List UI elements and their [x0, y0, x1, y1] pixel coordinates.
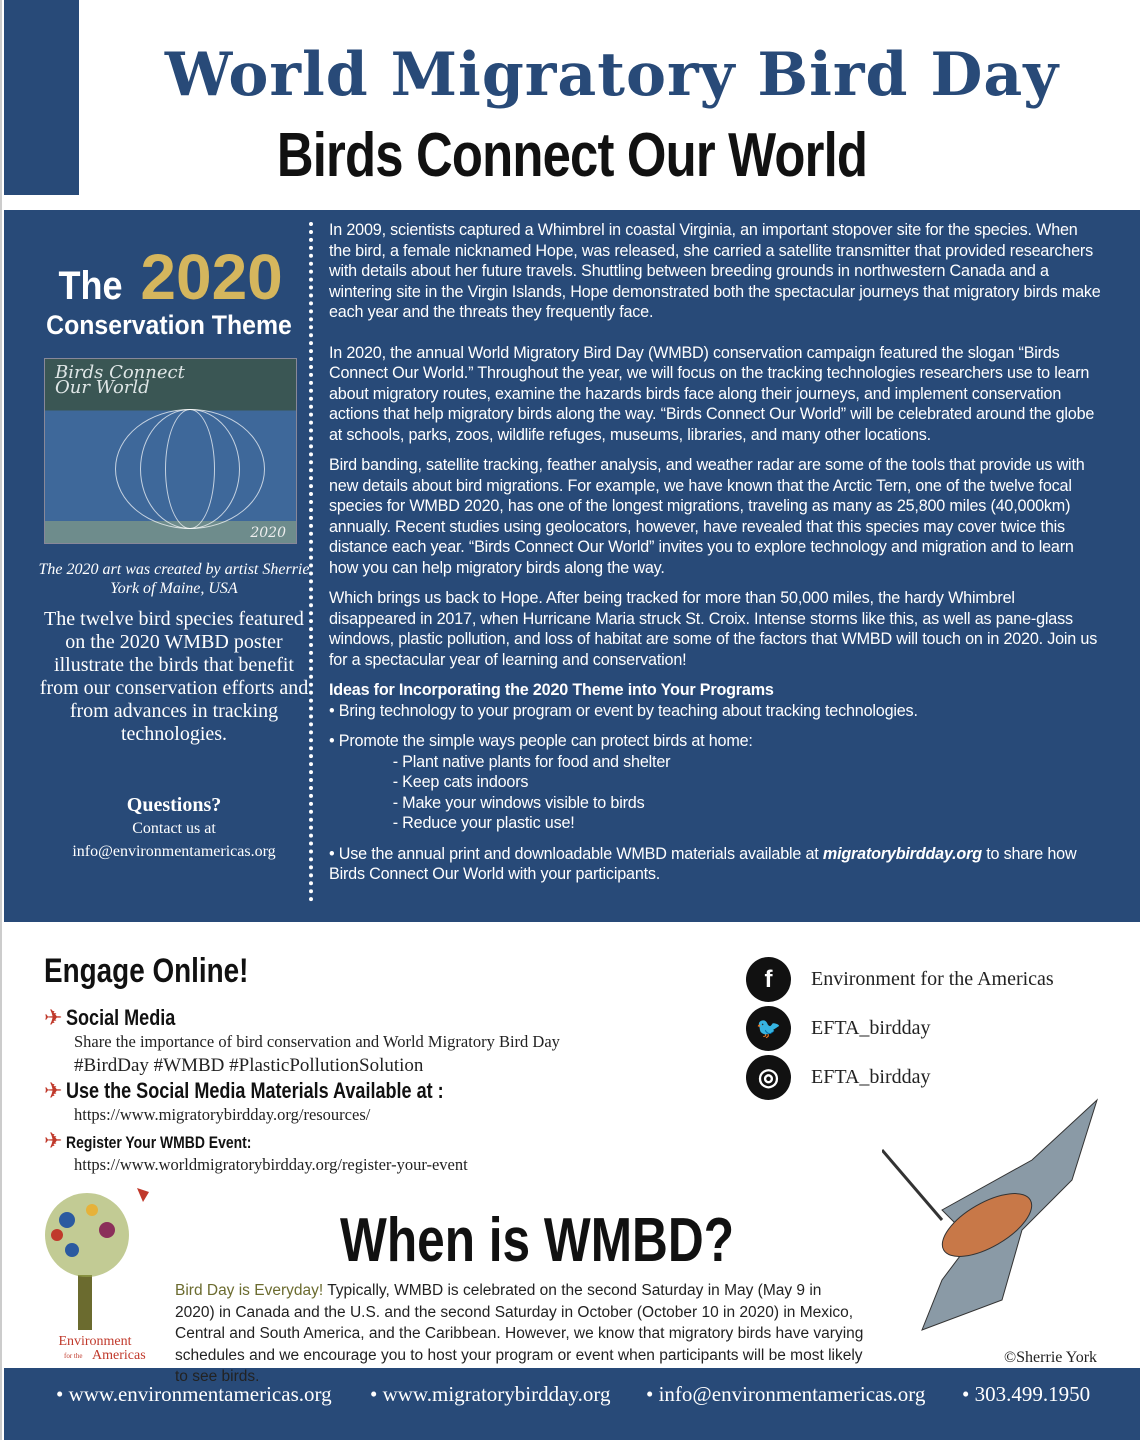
environment-americas-logo: [42, 1180, 162, 1365]
theme-heading: [24, 240, 314, 341]
questions-heading: Questions?: [126, 794, 222, 816]
copyright: ©Sherrie York: [1004, 1349, 1098, 1366]
sub-bullet: - Keep cats indoors: [392, 773, 529, 791]
theme-label: Conservation Theme: [46, 310, 292, 340]
register-item: ✈ Register Your WMBD Event: https://www.worldmigratorybirdday.org/register-your-event: [44, 1128, 468, 1174]
bullet: • Use the annual print and downloadable WMBD materials available at migratorybirdday.org to share how Birds Connect Our World with your participants.: [329, 844, 1077, 883]
footer-phone: • 303.499.1950: [962, 1382, 1091, 1406]
footer-wmbd-site[interactable]: • www.migratorybirdday.org: [370, 1382, 611, 1406]
whimbrel-illustration: [882, 1090, 1107, 1350]
paragraph: In 2020, the annual World Migratory Bird Day (WMBD) conservation campaign featured the slogan “Birds Connect Our World.” Throughout the year, we will focus on the tracking technologies researchers use to learn about migratory routes, examine the hazards birds face along their journeys, and implement conservation actions that help migratory birds along the way. “Birds Connect Our World” will be celebrated around the globe at schools, parks, zoos, wildlife refuges, museums, libraries, and many other locations.: [329, 343, 1095, 444]
paragraph: Bird banding, satellite tracking, feather analysis, and weather radar are some of the tools that provide us with new details about bird migrations. For example, we have known that the Arctic Tern, one of the twelve focal species for WMBD 2020, has one of the longest migrations, traveling as many as 25,800 miles (40,000km) annually. Recent studies using geolocators, however, have revealed that this species may cover twice this distance each year. “Birds Connect Our World” invites you to explore technology and migration and to learn how you can help migratory birds along the way.: [329, 456, 1085, 577]
header-accent-bar: [4, 0, 79, 195]
bird-icon: ✈: [44, 1128, 63, 1153]
species-note: The twelve bird species featured on the 2020 WMBD poster illustrate the birds that benefit from our conservation efforts and from advances in tracking technologies.: [39, 608, 309, 745]
questions-block: [34, 794, 314, 863]
poster-year: 2020: [250, 525, 286, 541]
paragraph: Which brings us back to Hope. After being tracked for more than 50,000 miles, the hardy Whimbrel disappeared in 2017, when Hurricane Maria struck St. Croix. Intense storms like this, as well as pane-glass windows, plastic pollution, and loss of habitat are some of the factors that WMBD will touch on in 2020. Join us for a spectacular year of learning and conservation!: [329, 589, 1098, 669]
materials-link[interactable]: https://www.migratorybirdday.org/resources/: [74, 1105, 371, 1124]
hashtags: #BirdDay #WMBD #PlasticPollutionSolution: [74, 1055, 424, 1076]
bullet: • Bring technology to your program or event by teaching about tracking technologies.: [329, 701, 918, 720]
footer-email[interactable]: • info@environmentamericas.org: [646, 1382, 926, 1406]
sub-bullet: - Reduce your plastic use!: [392, 814, 575, 832]
when-text: Bird Day is Everyday! Typically, WMBD is celebrated on the second Saturday in May (May 9 in 2020) in Canada and the U.S. and the second Saturday in October (October 10 in 2020) in Mexico, Central and South America, and the Caribbean. However, we know that migratory birds have varying schedules and we encourage you to host your program or event when participants will be most likely to see birds.: [175, 1282, 864, 1385]
art-credit: The 2020 art was created by artist Sherrie York of Maine, USA: [38, 561, 310, 597]
theme-the: The: [58, 264, 123, 308]
sub-bullet: - Plant native plants for food and shelter: [392, 752, 671, 771]
page-subtitle: Birds Connect Our World: [276, 121, 868, 190]
engage-heading: Engage Online!: [44, 952, 249, 990]
poster-image: [44, 358, 297, 544]
twitter-icon: 🐦: [746, 1006, 791, 1051]
contact-label: Contact us at: [132, 820, 216, 837]
ideas-heading: Ideas for Incorporating the 2020 Theme into Your Programs: [329, 681, 774, 699]
theme-year: 2020: [140, 241, 283, 313]
when-heading: When is WMBD?: [340, 1206, 734, 1275]
contact-email[interactable]: info@environmentamericas.org: [72, 843, 276, 860]
main-text: [329, 220, 1103, 895]
instagram-icon: ◎: [746, 1055, 791, 1100]
facebook-link[interactable]: f Environment for the Americas: [746, 957, 1054, 1002]
website-link[interactable]: migratorybirdday.org: [822, 844, 982, 863]
bird-icon: ✈: [44, 1005, 63, 1030]
facebook-icon: f: [746, 957, 791, 1002]
theme-section: [4, 210, 1140, 922]
materials-item: ✈ Use the Social Media Materials Available at : https://www.migratorybirdday.org/resources/: [44, 1078, 527, 1126]
sub-bullet: - Make your windows visible to birds: [392, 793, 645, 812]
svg-text:for the: for the: [64, 1352, 83, 1360]
dotted-divider: [309, 222, 313, 902]
poster-title-2: Our World: [55, 377, 150, 398]
social-media-item: ✈ Social Media Share the importance of bird conservation and World Migratory Bird Day #BirdDay #WMBD #PlasticPollutionSolution: [44, 1005, 560, 1076]
instagram-link[interactable]: ◎ EFTA_birdday: [746, 1055, 931, 1100]
svg-text:Environment: Environment: [58, 1334, 132, 1349]
paragraph: In 2009, scientists captured a Whimbrel in coastal Virginia, an important stopover site for the species. When the bird, a female nicknamed Hope, was released, she carried a satellite transmitter that provided researchers with details about her future travels. Shuttling between breeding grounds in northwestern Canada and a wintering site in the Virgin Islands, Hope demonstrated both the spectacular journeys that migratory birds make each year and the threats they frequently face.: [329, 221, 1101, 321]
footer-website[interactable]: • www.environmentamericas.org: [56, 1382, 332, 1406]
page-title: World Migratory Bird Day: [164, 40, 1060, 110]
bullet: • Promote the simple ways people can protect birds at home:: [329, 732, 753, 750]
svg-text:Americas: Americas: [92, 1348, 146, 1363]
bird-icon: ✈: [44, 1078, 63, 1103]
poster-title-1: Birds Connect: [55, 362, 185, 383]
register-link[interactable]: https://www.worldmigratorybirdday.org/register-your-event: [74, 1155, 468, 1174]
twitter-link[interactable]: 🐦 EFTA_birdday: [746, 1006, 931, 1051]
